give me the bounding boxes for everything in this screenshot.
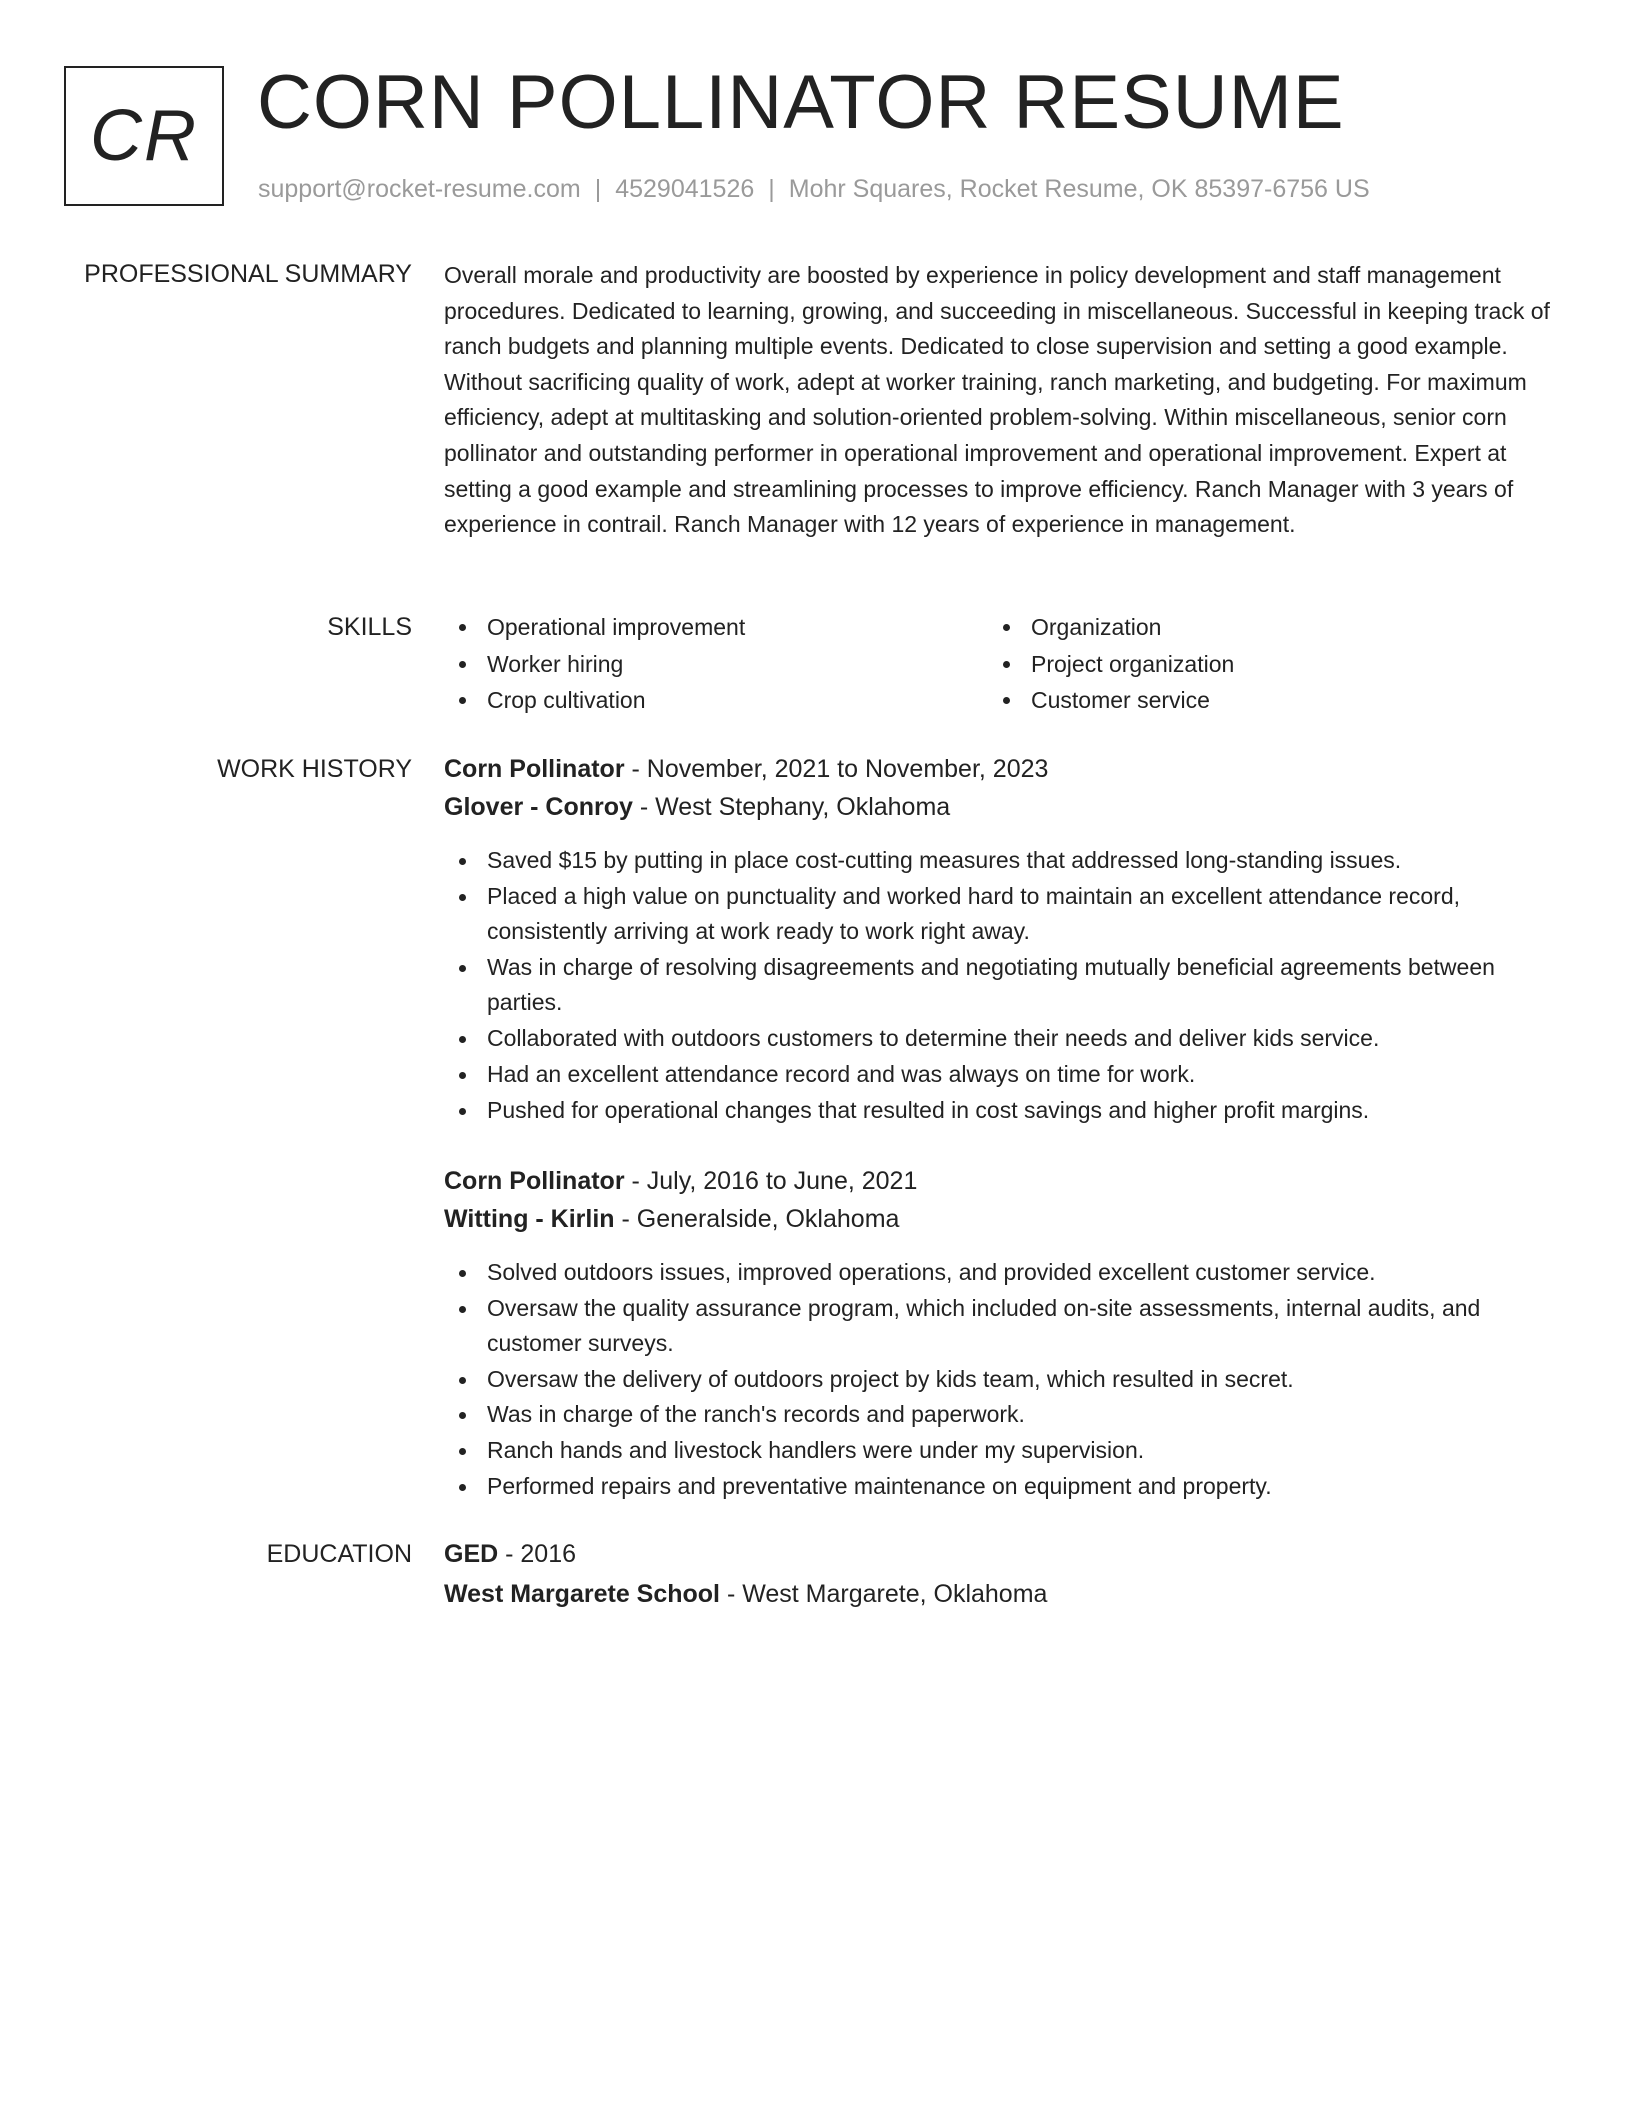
section-label-summary: PROFESSIONAL SUMMARY [84,260,412,288]
job-company: Glover - Conroy [444,793,633,821]
education-degree: GED [444,1540,499,1568]
job-bullet: Saved $15 by putting in place cost-cutting measures that addressed long-standing issues. [444,843,1554,879]
summary-text: Overall morale and productivity are boosted by experience in policy development and staff management procedures. Dedicated to learning, growing, and succeeding in miscellaneous. Successful in keeping track of ranch budgets and planning multiple events. Dedicated to close supervision and setting a good example. Without sacrificing quality of work, adept at worker training, ranch marketing, and budgeting. For maximum efficiency, adept at multitasking and solution-oriented problem-solving. Within miscellaneous, senior corn pollinator and outstanding performer in operational improvement and operational improvement. Expert at setting a good example and streamlining processes to improve efficiency. Ranch Manager with 3 years of experience in contrail. Ranch Manager with 12 years of experience in management. [444,262,1550,538]
job-bullet: Oversaw the delivery of outdoors project by kids team, which resulted in secret. [444,1362,1554,1398]
job-company-line [444,1200,899,1238]
job-bullet: Ranch hands and livestock handlers were under my supervision. [444,1433,1554,1469]
job-bullet: Was in charge of resolving disagreements and negotiating mutually beneficial agreements between parties. [444,950,1554,1021]
contact-address: Mohr Squares, Rocket Resume, OK 85397-6756 US [788,175,1370,203]
education-location: - West Margarete, Oklahoma [720,1580,1048,1608]
job-bullets [444,843,1554,1129]
education-school-line [444,1575,1047,1613]
job-bullet: Oversaw the quality assurance program, which included on-site assessments, internal audits, and customer surveys. [444,1291,1554,1362]
skills-list-left [444,609,964,719]
education-year: - 2016 [498,1540,577,1568]
contact-phone[interactable]: 4529041526 [615,175,755,203]
job-bullet: Pushed for operational changes that resulted in cost savings and higher profit margins. [444,1093,1554,1129]
job-title: Corn Pollinator [444,1167,625,1195]
job-bullet: Solved outdoors issues, improved operations, and provided excellent customer service. [444,1255,1554,1291]
job-dates: - July, 2016 to June, 2021 [624,1167,918,1195]
job-dates: - November, 2021 to November, 2023 [624,755,1049,783]
job-bullet: Performed repairs and preventative maintenance on equipment and property. [444,1469,1554,1505]
job-company-line [444,788,950,826]
job-bullets [444,1255,1554,1504]
monogram-initials: CR [90,96,198,176]
resume-title: CORN POLLINATOR RESUME [257,60,1345,145]
section-label-work-history: WORK HISTORY [217,755,412,783]
skill-item: Operational improvement [444,609,964,646]
job-company: Witting - Kirlin [444,1205,615,1233]
skill-item: Crop cultivation [444,682,964,719]
job-location: - West Stephany, Oklahoma [632,793,951,821]
contact-separator: | [594,175,602,203]
skill-item: Organization [988,609,1508,646]
skill-item: Customer service [988,682,1508,719]
job-bullet: Collaborated with outdoors customers to determine their needs and deliver kids service. [444,1021,1554,1057]
contact-separator: | [768,175,775,203]
section-label-skills: SKILLS [327,613,412,641]
job-title: Corn Pollinator [444,755,625,783]
job-bullet: Had an excellent attendance record and was always on time for work. [444,1057,1554,1093]
contact-email[interactable]: support@rocket-resume.com [258,175,581,203]
skills-list-right [988,609,1508,719]
education-degree-line [444,1535,576,1573]
job-title-line [444,1162,917,1200]
education-school: West Margarete School [444,1580,721,1608]
skill-item: Project organization [988,646,1508,683]
job-bullet: Placed a high value on punctuality and worked hard to maintain an excellent attendance record, consistently arriving at work ready to work right away. [444,879,1554,950]
job-location: - Generalside, Oklahoma [614,1205,900,1233]
skill-item: Worker hiring [444,646,964,683]
job-title-line [444,750,1048,788]
contact-line [258,173,1370,205]
monogram-box [64,66,224,206]
section-label-education: EDUCATION [266,1540,412,1568]
job-bullet: Was in charge of the ranch's records and paperwork. [444,1397,1554,1433]
